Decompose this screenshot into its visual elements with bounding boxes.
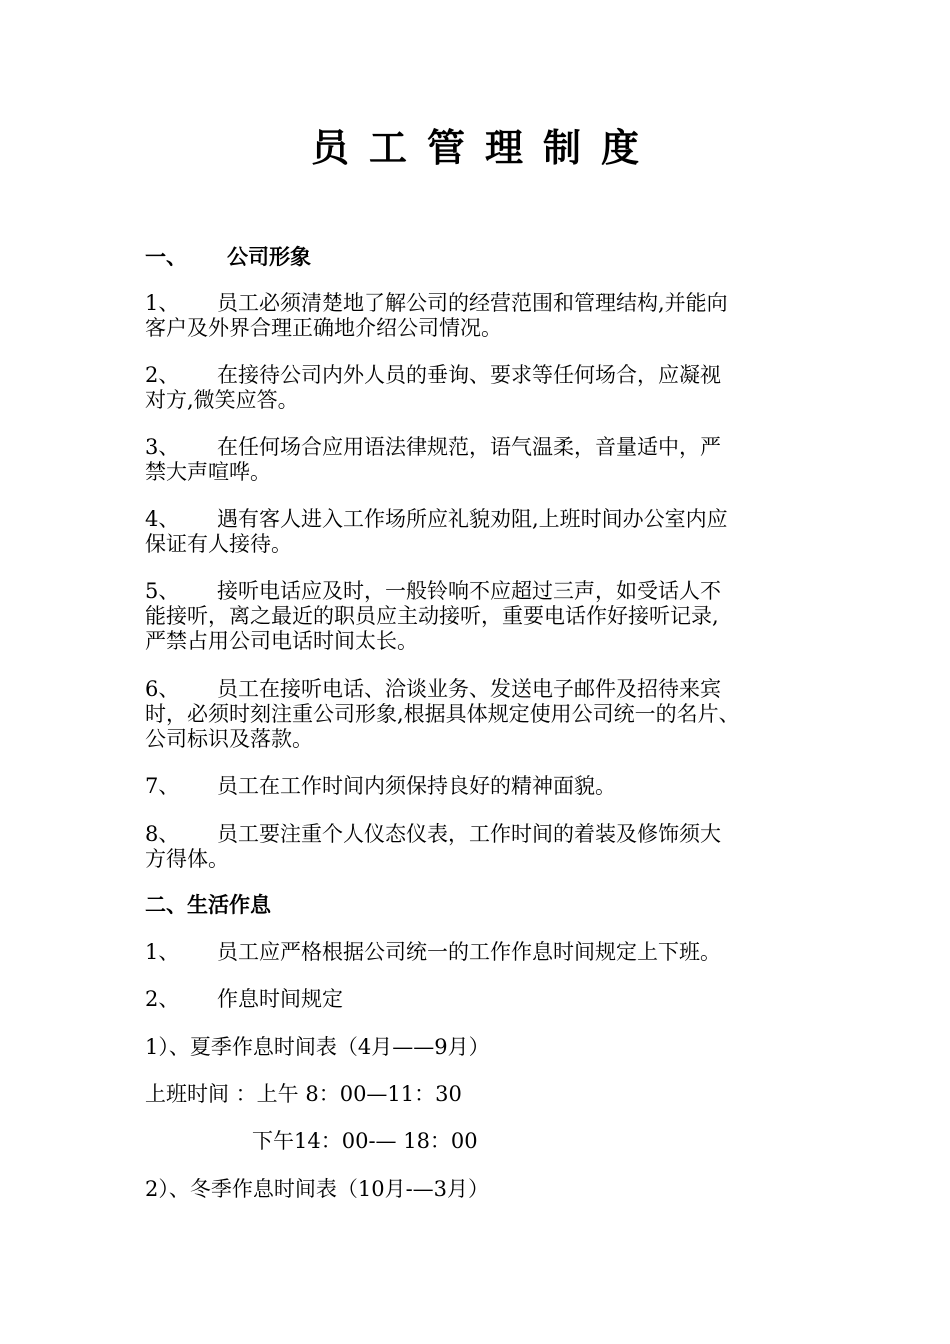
item-text: 对方,微笑应答。 [145, 388, 299, 412]
section-heading-daily-schedule: 二、生活作息 [145, 893, 271, 917]
item-number: 5、 [145, 579, 180, 603]
item-text: 作息时间规定 [217, 987, 343, 1011]
item-number: 1、 [145, 940, 180, 964]
summer-morning-hours: 上班时间 ：上午 8：00—11：30 [145, 1082, 462, 1106]
item-text: 员工应严格根据公司统一的工作作息时间规定上下班。 [217, 940, 721, 964]
item-text: 严禁占用公司电话时间太长。 [145, 629, 418, 653]
item-text: 员工必须清楚地了解公司的经营范围和管理结构,并能向 [217, 291, 728, 315]
item-text: 保证有人接待。 [145, 532, 292, 556]
item-number: 7、 [145, 774, 180, 798]
item-number: 8、 [145, 822, 180, 846]
item-number: 4、 [145, 507, 180, 531]
item-text: 禁大声喧哗。 [145, 460, 271, 484]
list-item [145, 774, 825, 799]
section-title: 公司形象 [227, 245, 311, 269]
list-item [145, 987, 825, 1012]
list-item [145, 940, 825, 965]
item-text: 员工在接听电话、洽谈业务、发送电子邮件及招待来宾 [217, 677, 721, 701]
item-text: 在接待公司内外人员的垂询、要求等任何场合，应凝视 [217, 363, 721, 387]
list-item [145, 435, 825, 485]
winter-schedule-title: 2）、冬季作息时间表（10月-—3月） [145, 1177, 490, 1201]
list-item [145, 507, 825, 557]
item-text: 时，必须时刻注重公司形象,根据具体规定使用公司统一的名片、 [145, 702, 740, 726]
item-text: 遇有客人进入工作场所应礼貌劝阻,上班时间办公室内应 [217, 507, 728, 531]
item-number: 3、 [145, 435, 180, 459]
item-text: 公司标识及落款。 [145, 727, 313, 751]
item-text: 方得体。 [145, 847, 229, 871]
list-item [145, 363, 825, 413]
item-number: 2、 [145, 987, 180, 1011]
item-text: 能接听，离之最近的职员应主动接听，重要电话作好接听记录, [145, 604, 719, 628]
item-number: 6、 [145, 677, 180, 701]
item-text: 员工要注重个人仪态仪表，工作时间的着装及修饰须大 [217, 822, 721, 846]
document-title: 员工管理制度 [310, 126, 659, 170]
list-item [145, 677, 825, 752]
summer-afternoon-hours: 下午14：00-— 18：00 [252, 1129, 478, 1153]
section-heading-company-image [145, 242, 311, 272]
item-text: 客户及外界合理正确地介绍公司情况。 [145, 316, 502, 340]
item-number: 1、 [145, 291, 180, 315]
item-text: 在任何场合应用语法律规范，语气温柔，音量适中，严 [217, 435, 721, 459]
item-text: 员工在工作时间内须保持良好的精神面貌。 [217, 774, 616, 798]
list-item [145, 291, 825, 341]
item-text: 接听电话应及时，一般铃响不应超过三声，如受话人不 [217, 579, 721, 603]
item-number: 2、 [145, 363, 180, 387]
section-number: 一、 [145, 245, 187, 269]
list-item [145, 579, 825, 654]
summer-schedule-title: 1）、夏季作息时间表（4月——9月） [145, 1035, 490, 1059]
list-item [145, 822, 825, 872]
